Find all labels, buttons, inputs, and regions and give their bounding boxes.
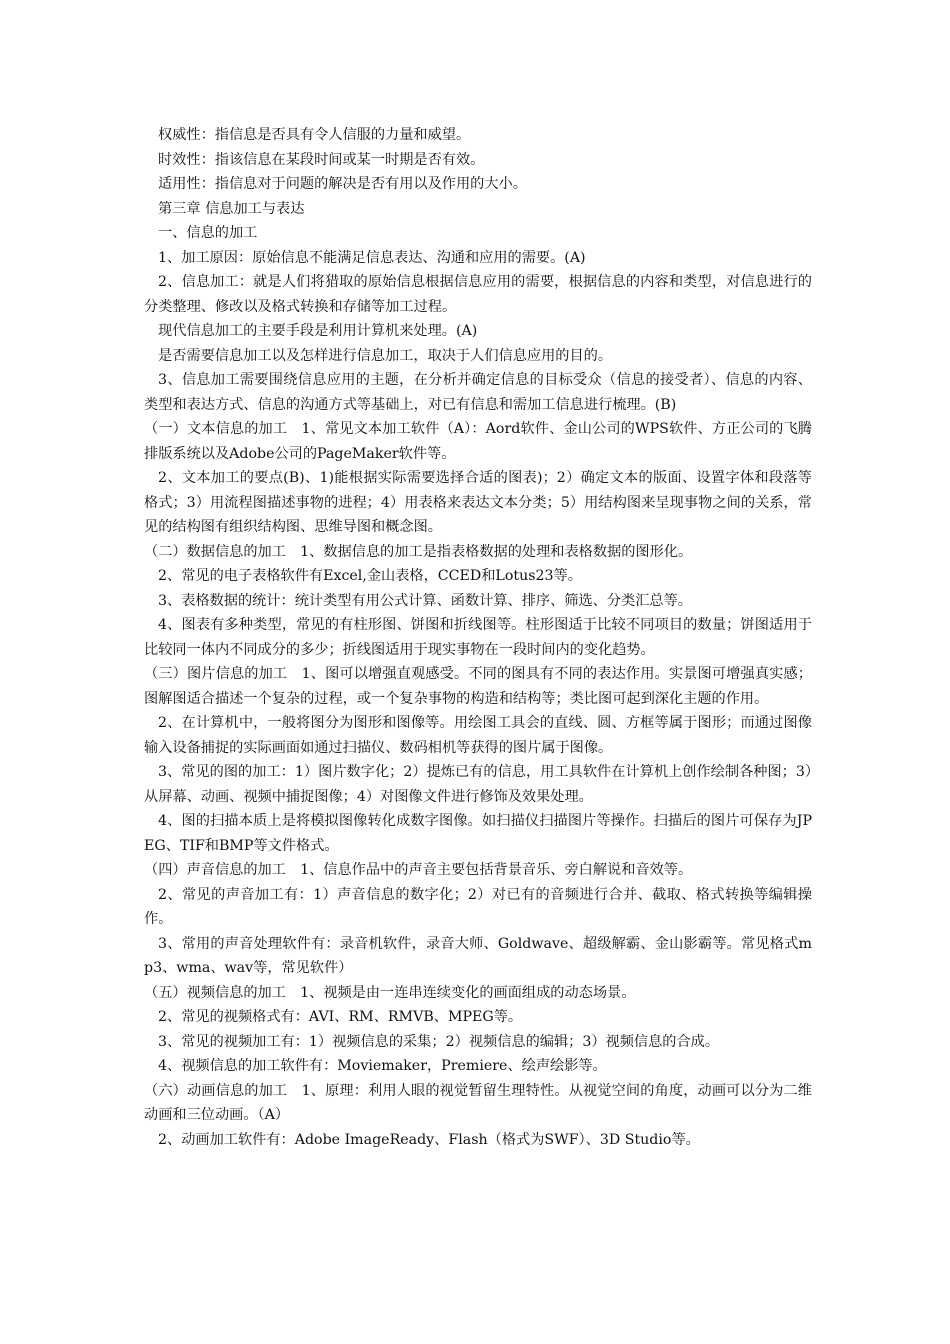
- paragraph: 适用性：指信息对于问题的解决是否有用以及作用的大小。: [158, 176, 527, 192]
- paragraph: （四）声音信息的加工 1、信息作品中的声音主要包括背景音乐、旁白解说和音效等。: [144, 862, 693, 878]
- paragraph: 时效性：指该信息在某段时间或某一时期是否有效。: [158, 151, 485, 168]
- paragraph: 4、图表有多种类型，常见的有柱形图、饼图和折线图等。柱形图适于比较不同项目的数量；饼图适用于比较同一体内不同成分的多少；折线图适用于现实事物在一段时间内的变化趋势。: [144, 617, 812, 658]
- paragraph: 2、常见的声音加工有：1）声音信息的数字化；2）对已有的音频进行合并、截取、格式转换等编辑操作。: [144, 886, 812, 927]
- paragraph: 2、动画加工软件有：Adobe ImageReady、Flash（格式为SWF）、3D Studio等。: [158, 1131, 700, 1148]
- paragraph: 3、表格数据的统计：统计类型有用公式计算、函数计算、排序、筛选、分类汇总等。: [158, 592, 692, 609]
- paragraph: 3、常见的视频加工有：1）视频信息的采集；2）视频信息的编辑；3）视频信息的合成。: [158, 1033, 720, 1050]
- paragraph: 2、常见的电子表格软件有Excel,金山表格，CCED和Lotus23等。: [158, 568, 582, 584]
- paragraph: 3、常用的声音处理软件有：录音机软件，录音大师、Goldwave、超级解霸、金山影霸等。常见格式mp3、wma、wav等，常见软件）: [144, 935, 812, 976]
- paragraph: 4、图的扫描本质上是将模拟图像转化成数字图像。如扫描仪扫描图片等操作。扫描后的图片可保存为JPEG、TIF和BMP等文件格式。: [144, 813, 812, 854]
- paragraph: （二）数据信息的加工 1、数据信息的加工是指表格数据的处理和表格数据的图形化。: [144, 543, 693, 560]
- paragraph: 第三章 信息加工与表达: [158, 200, 305, 217]
- paragraph: （一）文本信息的加工 1、常见文本加工软件（A）：Aord软件、金山公司的WPS软件、方正公司的飞腾排版系统以及Adobe公司的PageMaker软件等。: [144, 421, 812, 462]
- paragraph: 2、常见的视频格式有：AVI、RM、RMVB、MPEG等。: [158, 1009, 523, 1025]
- document-body: [144, 123, 812, 1152]
- paragraph: 权威性：指信息是否具有令人信服的力量和威望。: [158, 127, 471, 143]
- paragraph: 4、视频信息的加工软件有：Moviemaker，Premiere、绘声绘影等。: [158, 1058, 607, 1074]
- paragraph: 现代信息加工的主要手段是利用计算机来处理。(A): [158, 323, 478, 339]
- paragraph: 是否需要信息加工以及怎样进行信息加工，取决于人们信息应用的目的。: [158, 347, 613, 364]
- paragraph: 3、信息加工需要围绕信息应用的主题，在分析并确定信息的目标受众（信息的接受者）、信息的内容、类型和表达方式、信息的沟通方式等基础上，对已有信息和需加工信息进行梳理。(B): [144, 372, 812, 413]
- paragraph: （五）视频信息的加工 1、视频是由一连串连续变化的画面组成的动态场景。: [144, 984, 636, 1001]
- paragraph: 3、常见的图的加工：1）图片数字化；2）提炼已有的信息，用工具软件在计算机上创作绘制各种图；3）从屏幕、动画、视频中捕捉图像；4）对图像文件进行修饰及效果处理。: [144, 764, 812, 805]
- paragraph: （三）图片信息的加工 1、图可以增强直观感受。不同的图具有不同的表达作用。实景图可增强真实感；图解图适合描述一个复杂的过程，或一个复杂事物的构造和结构等；类比图可起到深化主题的作用。: [144, 666, 812, 707]
- paragraph: 2、文本加工的要点(B)、1)能根据实际需要选择合适的图表)；2）确定文本的版面、设置字体和段落等格式；3）用流程图描述事物的进程；4）用表格来表达文本分类；5）用结构图来呈现事物之间的关系，常见的结构图有组织结构图、思维导图和概念图。: [144, 470, 812, 535]
- paragraph: 2、信息加工：就是人们将猎取的原始信息根据信息应用的需要，根据信息的内容和类型，对信息进行的分类整理、修改以及格式转换和存储等加工过程。: [144, 274, 812, 315]
- paragraph: 一、信息的加工: [158, 225, 258, 241]
- paragraph: 2、在计算机中，一般将图分为图形和图像等。用绘图工具会的直线、圆、方框等属于图形；而通过图像输入设备捕捉的实际画面如通过扫描仪、数码相机等获得的图片属于图像。: [144, 715, 812, 756]
- paragraph: （六）动画信息的加工 1、原理：利用人眼的视觉暂留生理特性。从视觉空间的角度，动画可以分为二维动画和三位动画。（A）: [144, 1082, 812, 1123]
- paragraph: 1、加工原因：原始信息不能满足信息表达、沟通和应用的需要。(A): [158, 249, 586, 266]
